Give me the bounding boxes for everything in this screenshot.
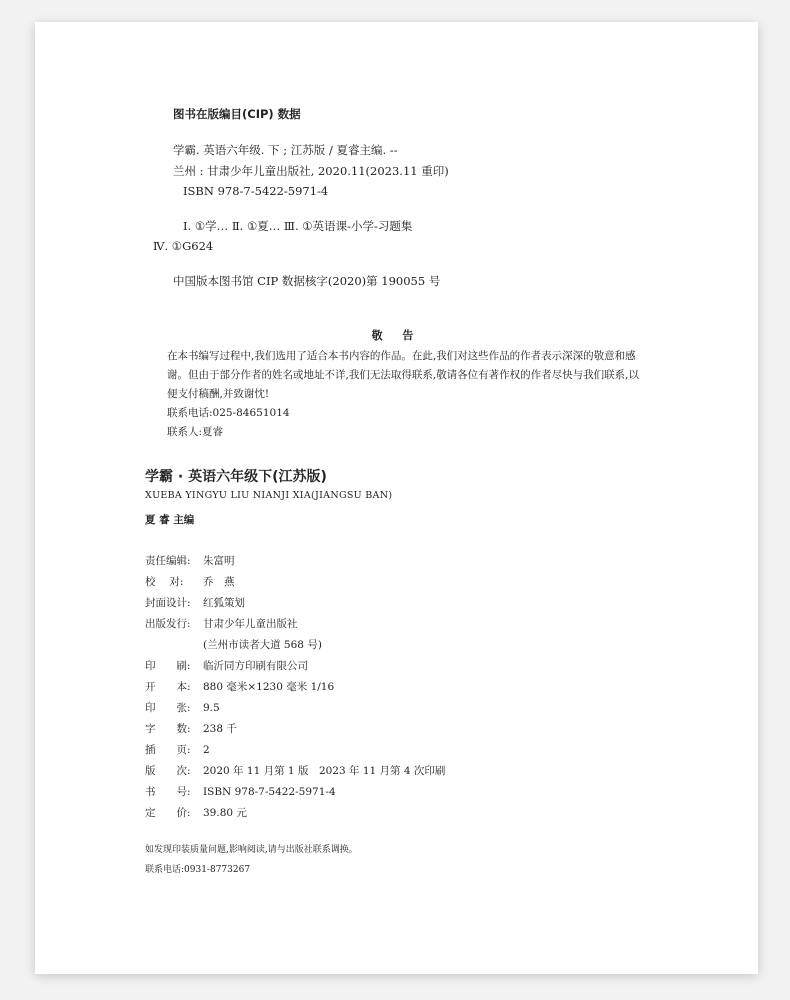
- meta-row: [145, 593, 445, 614]
- notice-paragraph: 在本书编写过程中,我们选用了适合本书内容的作品。在此,我们对这些作品的作者表示深深的敬意和感谢。但由于部分作者的姓名或地址不详,我们无法取得联系,敬请各位有著作权的作者尽快与我们联系,以便支付稿酬,并致谢忱!: [167, 350, 640, 400]
- meta-label: 书 号:: [145, 786, 191, 798]
- meta-value: 2: [203, 744, 210, 756]
- meta-label: [145, 635, 203, 656]
- meta-row: [145, 635, 445, 656]
- meta-value: 238 千: [203, 723, 237, 735]
- meta-label: 印 张:: [145, 702, 191, 714]
- cip-line: ISBN 978-7-5422-5971-4: [183, 184, 329, 198]
- meta-label: 字 数:: [145, 723, 191, 735]
- publication-details: [145, 551, 445, 824]
- meta-value: 39.80 元: [203, 807, 247, 819]
- meta-row: [145, 761, 445, 782]
- cip-line: 中国版本图书馆 CIP 数据核字(2020)第 190055 号: [173, 274, 441, 288]
- meta-row: [145, 740, 445, 761]
- meta-row: [145, 572, 445, 593]
- meta-value: 880 毫米×1230 毫米 1/16: [203, 681, 335, 693]
- book-editor: 夏 睿 主编: [145, 514, 195, 526]
- meta-value: 临沂同方印刷有限公司: [203, 660, 308, 672]
- cip-line: 学霸. 英语六年级. 下 ; 江苏版 / 夏睿主编. --: [173, 143, 398, 157]
- meta-label: 责任编辑:: [145, 555, 191, 567]
- meta-value: 2020 年 11 月第 1 版 2023 年 11 月第 4 次印刷: [203, 765, 446, 777]
- meta-value: 朱富明: [203, 555, 235, 567]
- meta-label: 开 本:: [145, 681, 191, 693]
- cip-line: Ⅳ. ①G624: [153, 239, 214, 253]
- book-pinyin: XUEBA YINGYU LIU NIANJI XIA(JIANGSU BAN): [145, 490, 393, 501]
- copyright-page: [35, 22, 758, 974]
- meta-row: [145, 656, 445, 677]
- meta-row: [145, 551, 445, 572]
- book-title: 学霸 · 英语六年级下(江苏版): [145, 469, 327, 485]
- footer-phone: 联系电话:0931-8773267: [145, 865, 251, 875]
- meta-label: 封面设计:: [145, 597, 191, 609]
- meta-label: 出版发行:: [145, 618, 191, 630]
- notice-phone: 联系电话:025-84651014: [167, 407, 290, 419]
- notice-contact: 联系人:夏睿: [167, 426, 224, 438]
- meta-value: (兰州市读者大道 568 号): [203, 639, 322, 651]
- meta-row: [145, 719, 445, 740]
- cip-line: Ⅰ. ①学… Ⅱ. ①夏… Ⅲ. ①英语课-小学-习题集: [183, 219, 413, 233]
- meta-value: 红狐策划: [203, 597, 245, 609]
- cip-title: 图书在版编目(CIP) 数据: [173, 107, 301, 121]
- notice-title: 敬 告: [371, 329, 422, 342]
- meta-row: [145, 614, 445, 635]
- cip-line: 兰州 : 甘肃少年儿童出版社, 2020.11(2023.11 重印): [173, 164, 449, 178]
- footer-quality-note: 如发现印装质量问题,影响阅读,请与出版社联系调换。: [145, 845, 358, 855]
- meta-value: 9.5: [203, 702, 220, 714]
- meta-value: ISBN 978-7-5422-5971-4: [203, 786, 336, 798]
- meta-value: 乔 燕: [203, 576, 235, 588]
- notice-block: [145, 347, 648, 442]
- meta-value: 甘肃少年儿童出版社: [203, 618, 298, 630]
- meta-label: 版 次:: [145, 765, 191, 777]
- meta-label: 插 页:: [145, 744, 191, 756]
- meta-row: [145, 698, 445, 719]
- meta-label: 校 对:: [145, 576, 184, 588]
- meta-row: [145, 803, 445, 824]
- meta-label: 定 价:: [145, 807, 191, 819]
- meta-row: [145, 677, 445, 698]
- meta-row: [145, 782, 445, 803]
- meta-label: 印 刷:: [145, 660, 191, 672]
